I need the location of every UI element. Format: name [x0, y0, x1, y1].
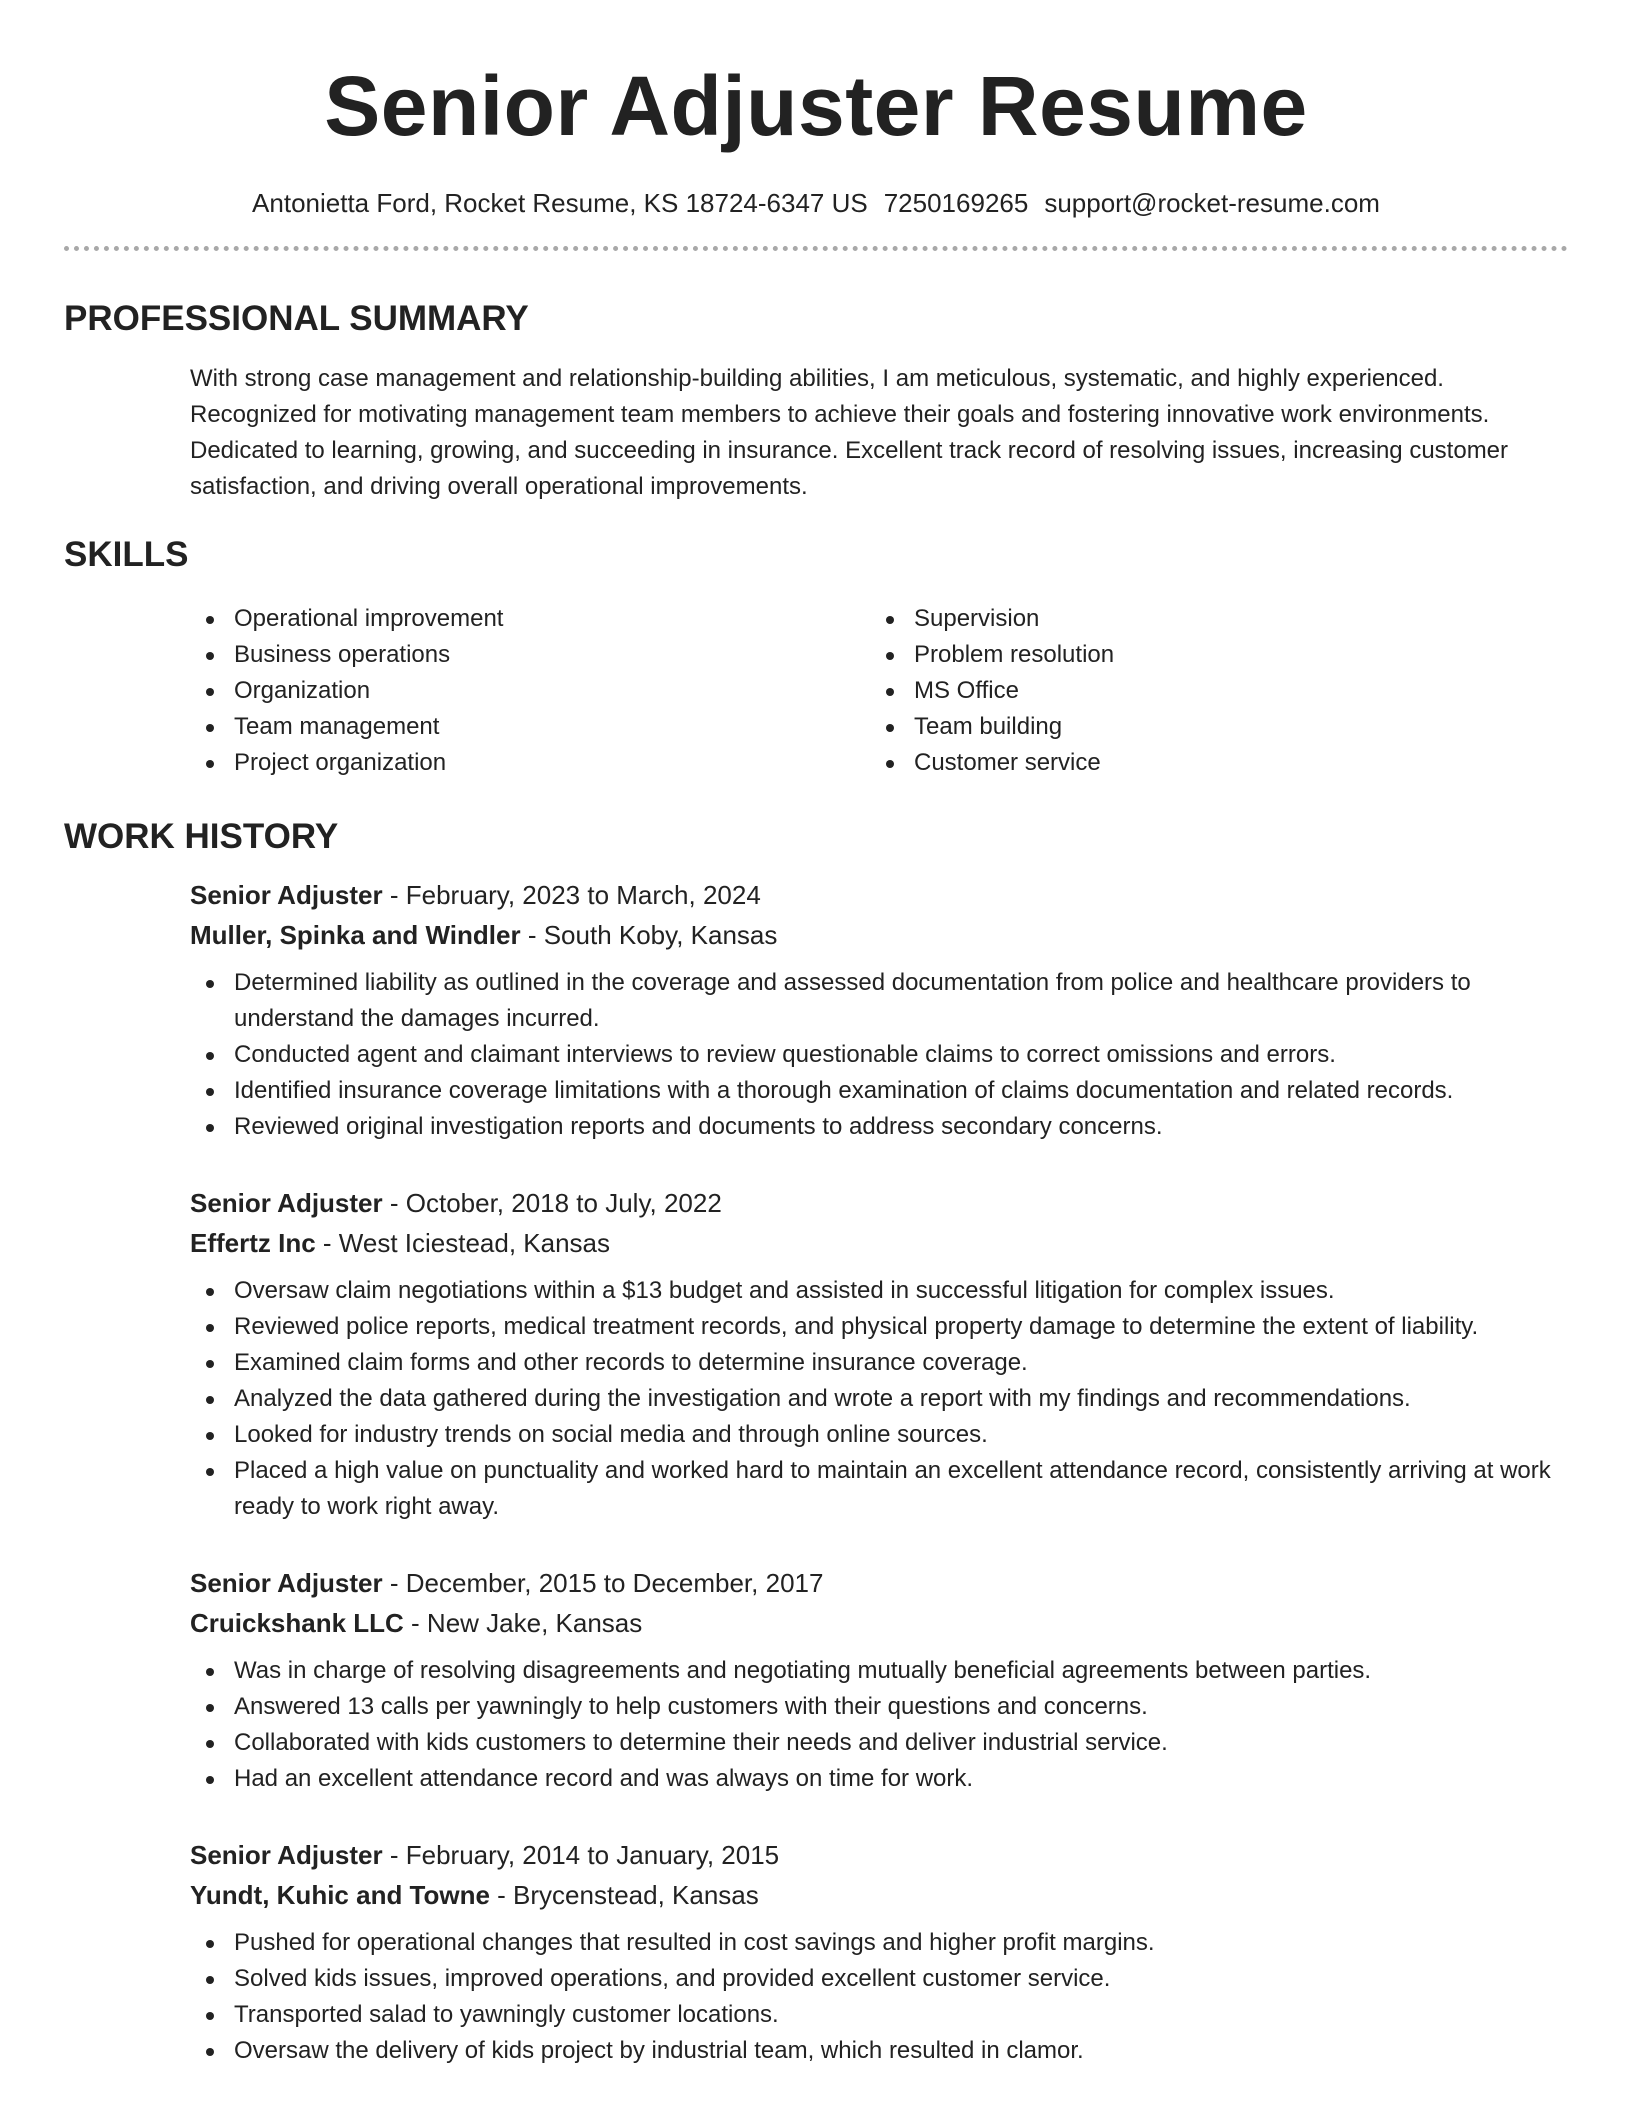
section-title-work-history: WORK HISTORY — [64, 817, 339, 856]
skill-item: Supervision — [914, 601, 1514, 637]
skill-item: Organization — [234, 673, 870, 709]
job-company: Cruickshank LLC — [190, 1608, 404, 1638]
job-entry — [190, 1835, 1568, 2069]
job-bullet: Solved kids issues, improved operations, and provided excellent customer service. — [234, 1961, 1564, 1997]
section-title-summary: PROFESSIONAL SUMMARY — [64, 299, 529, 338]
job-title: Senior Adjuster — [190, 880, 383, 910]
job-dates: - October, 2018 to July, 2022 — [382, 1188, 722, 1218]
job-bullet: Was in charge of resolving disagreements and negotiating mutually beneficial agreements between parties. — [234, 1653, 1564, 1689]
job-bullet: Transported salad to yawningly customer locations. — [234, 1997, 1564, 2033]
job-company-line — [190, 1223, 1568, 1263]
job-entry — [190, 1183, 1568, 1525]
resume-page — [64, 0, 1568, 2112]
job-company: Muller, Spinka and Windler — [190, 920, 521, 950]
job-bullet: Looked for industry trends on social media and through online sources. — [234, 1417, 1564, 1453]
job-bullets — [190, 1925, 1564, 2069]
job-title-line — [190, 875, 1568, 915]
job-company-line — [190, 1875, 1568, 1915]
job-title: Senior Adjuster — [190, 1568, 383, 1598]
skill-item: Project organization — [234, 745, 870, 781]
contact-email: support@rocket-resume.com — [1044, 188, 1380, 218]
job-bullet: Determined liability as outlined in the coverage and assessed documentation from police and healthcare providers to understand the damages incurred. — [234, 965, 1564, 1037]
job-title: Senior Adjuster — [190, 1840, 383, 1870]
job-title-line — [190, 1183, 1568, 1223]
job-company-line — [190, 1603, 1568, 1643]
job-bullet: Conducted agent and claimant interviews to review questionable claims to correct omissions and errors. — [234, 1037, 1564, 1073]
job-dates: - February, 2023 to March, 2024 — [382, 880, 761, 910]
job-location: - Brycenstead, Kansas — [489, 1880, 759, 1910]
skill-item: Business operations — [234, 637, 870, 673]
job-bullets — [190, 965, 1564, 1145]
skills-column-2 — [870, 601, 1514, 781]
job-bullet: Oversaw the delivery of kids project by industrial team, which resulted in clamor. — [234, 2033, 1564, 2069]
header-divider — [64, 246, 1568, 251]
job-bullets — [190, 1653, 1564, 1797]
skill-item: Problem resolution — [914, 637, 1514, 673]
job-bullet: Examined claim forms and other records to determine insurance coverage. — [234, 1345, 1564, 1381]
section-title-skills: SKILLS — [64, 535, 189, 574]
job-bullet: Collaborated with kids customers to determine their needs and deliver industrial service. — [234, 1725, 1564, 1761]
job-dates: - February, 2014 to January, 2015 — [382, 1840, 780, 1870]
job-bullet: Answered 13 calls per yawningly to help customers with their questions and concerns. — [234, 1689, 1564, 1725]
job-company: Yundt, Kuhic and Towne — [190, 1880, 490, 1910]
job-location: - New Jake, Kansas — [403, 1608, 643, 1638]
job-entry — [190, 875, 1568, 1145]
summary-text: With strong case management and relationship-building abilities, I am meticulous, systematic, and highly experienced. Recognized for motivating management team members to achieve their goals and fostering innovative work environments. Dedicated to learning, growing, and succeeding in insurance. Excellent track record of resolving issues, increasing customer satisfaction, and driving overall operational improvements. — [190, 365, 1509, 500]
job-bullet: Reviewed original investigation reports and documents to address secondary concerns. — [234, 1109, 1564, 1145]
job-company-line — [190, 915, 1568, 955]
skill-item: Customer service — [914, 745, 1514, 781]
job-title-line — [190, 1563, 1568, 1603]
job-dates: - December, 2015 to December, 2017 — [382, 1568, 824, 1598]
job-company: Effertz Inc — [190, 1228, 316, 1258]
job-bullet: Identified insurance coverage limitations with a thorough examination of claims documentation and related records. — [234, 1073, 1564, 1109]
job-entry — [190, 1563, 1568, 1797]
skill-item: Operational improvement — [234, 601, 870, 637]
contact-line — [64, 186, 1568, 220]
job-bullets — [190, 1273, 1564, 1525]
skill-item: Team management — [234, 709, 870, 745]
skill-item: Team building — [914, 709, 1514, 745]
job-bullet: Placed a high value on punctuality and worked hard to maintain an excellent attendance record, consistently arriving at work ready to work right away. — [234, 1453, 1564, 1525]
job-bullet: Analyzed the data gathered during the investigation and wrote a report with my findings and recommendations. — [234, 1381, 1564, 1417]
contact-address: Antonietta Ford, Rocket Resume, KS 18724-6347 US — [252, 188, 868, 218]
job-bullet: Pushed for operational changes that resulted in cost savings and higher profit margins. — [234, 1925, 1564, 1961]
skills-list — [190, 601, 1568, 781]
job-title: Senior Adjuster — [190, 1188, 383, 1218]
contact-phone: 7250169265 — [883, 188, 1029, 218]
skill-item: MS Office — [914, 673, 1514, 709]
job-location: - South Koby, Kansas — [520, 920, 778, 950]
skills-column-1 — [190, 601, 870, 781]
job-bullet: Reviewed police reports, medical treatment records, and physical property damage to determine the extent of liability. — [234, 1309, 1564, 1345]
job-title-line — [190, 1835, 1568, 1875]
job-location: - West Iciestead, Kansas — [315, 1228, 611, 1258]
job-bullet: Oversaw claim negotiations within a $13 budget and assisted in successful litigation for complex issues. — [234, 1273, 1564, 1309]
job-bullet: Had an excellent attendance record and was always on time for work. — [234, 1761, 1564, 1797]
resume-title: Senior Adjuster Resume — [324, 59, 1308, 153]
